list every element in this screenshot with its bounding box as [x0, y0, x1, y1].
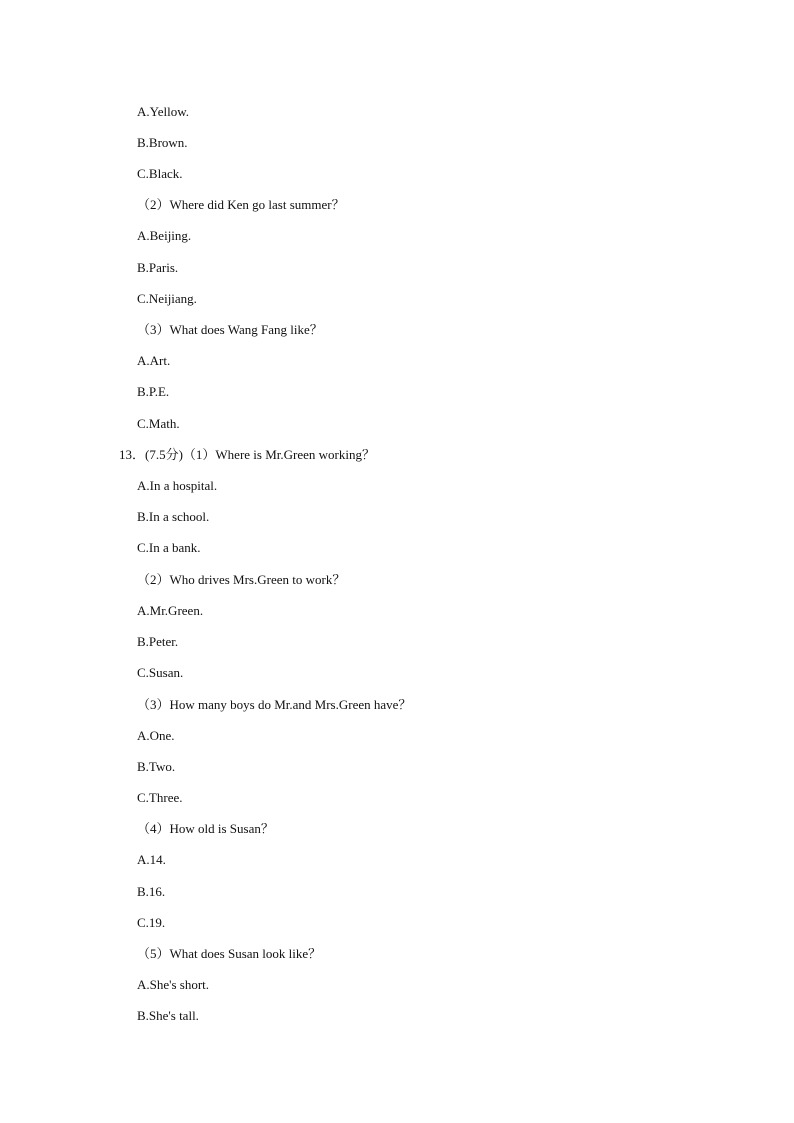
option-a: A.In a hospital. — [137, 478, 218, 493]
sub-question-5: （5）What does Susan look like？ — [137, 946, 322, 961]
option-b: B.Peter. — [137, 634, 179, 649]
option-b: B.16. — [137, 884, 166, 899]
option-a: A.Beijing. — [137, 228, 192, 243]
option-a: A.14. — [137, 852, 166, 867]
option-b: B.Brown. — [137, 135, 188, 150]
question-13-header: 13．(7.5分)（1）Where is Mr.Green working？ — [119, 447, 375, 462]
option-c: C.Susan. — [137, 665, 184, 680]
option-c: C.Math. — [137, 416, 180, 431]
option-a: A.One. — [137, 728, 175, 743]
option-b: B.Paris. — [137, 260, 179, 275]
sub-question-4: （4）How old is Susan？ — [137, 821, 274, 836]
option-b: B.P.E. — [137, 384, 170, 399]
option-a: A.Art. — [137, 353, 171, 368]
sub-question-3: （3）How many boys do Mr.and Mrs.Green have？ — [137, 697, 412, 712]
option-c: C.19. — [137, 915, 166, 930]
option-c: C.In a bank. — [137, 540, 201, 555]
option-c: C.Neijiang. — [137, 291, 197, 306]
option-c: C.Three. — [137, 790, 183, 805]
sub-question-2: （2）Where did Ken go last summer？ — [137, 197, 345, 212]
option-b: B.She's tall. — [137, 1008, 199, 1023]
option-a: A.She's short. — [137, 977, 210, 992]
option-c: C.Black. — [137, 166, 183, 181]
option-a: A.Yellow. — [137, 104, 190, 119]
sub-question-3: （3）What does Wang Fang like？ — [137, 322, 323, 337]
sub-question-2: （2）Who drives Mrs.Green to work？ — [137, 572, 346, 587]
option-a: A.Mr.Green. — [137, 603, 204, 618]
option-b: B.In a school. — [137, 509, 210, 524]
option-b: B.Two. — [137, 759, 176, 774]
